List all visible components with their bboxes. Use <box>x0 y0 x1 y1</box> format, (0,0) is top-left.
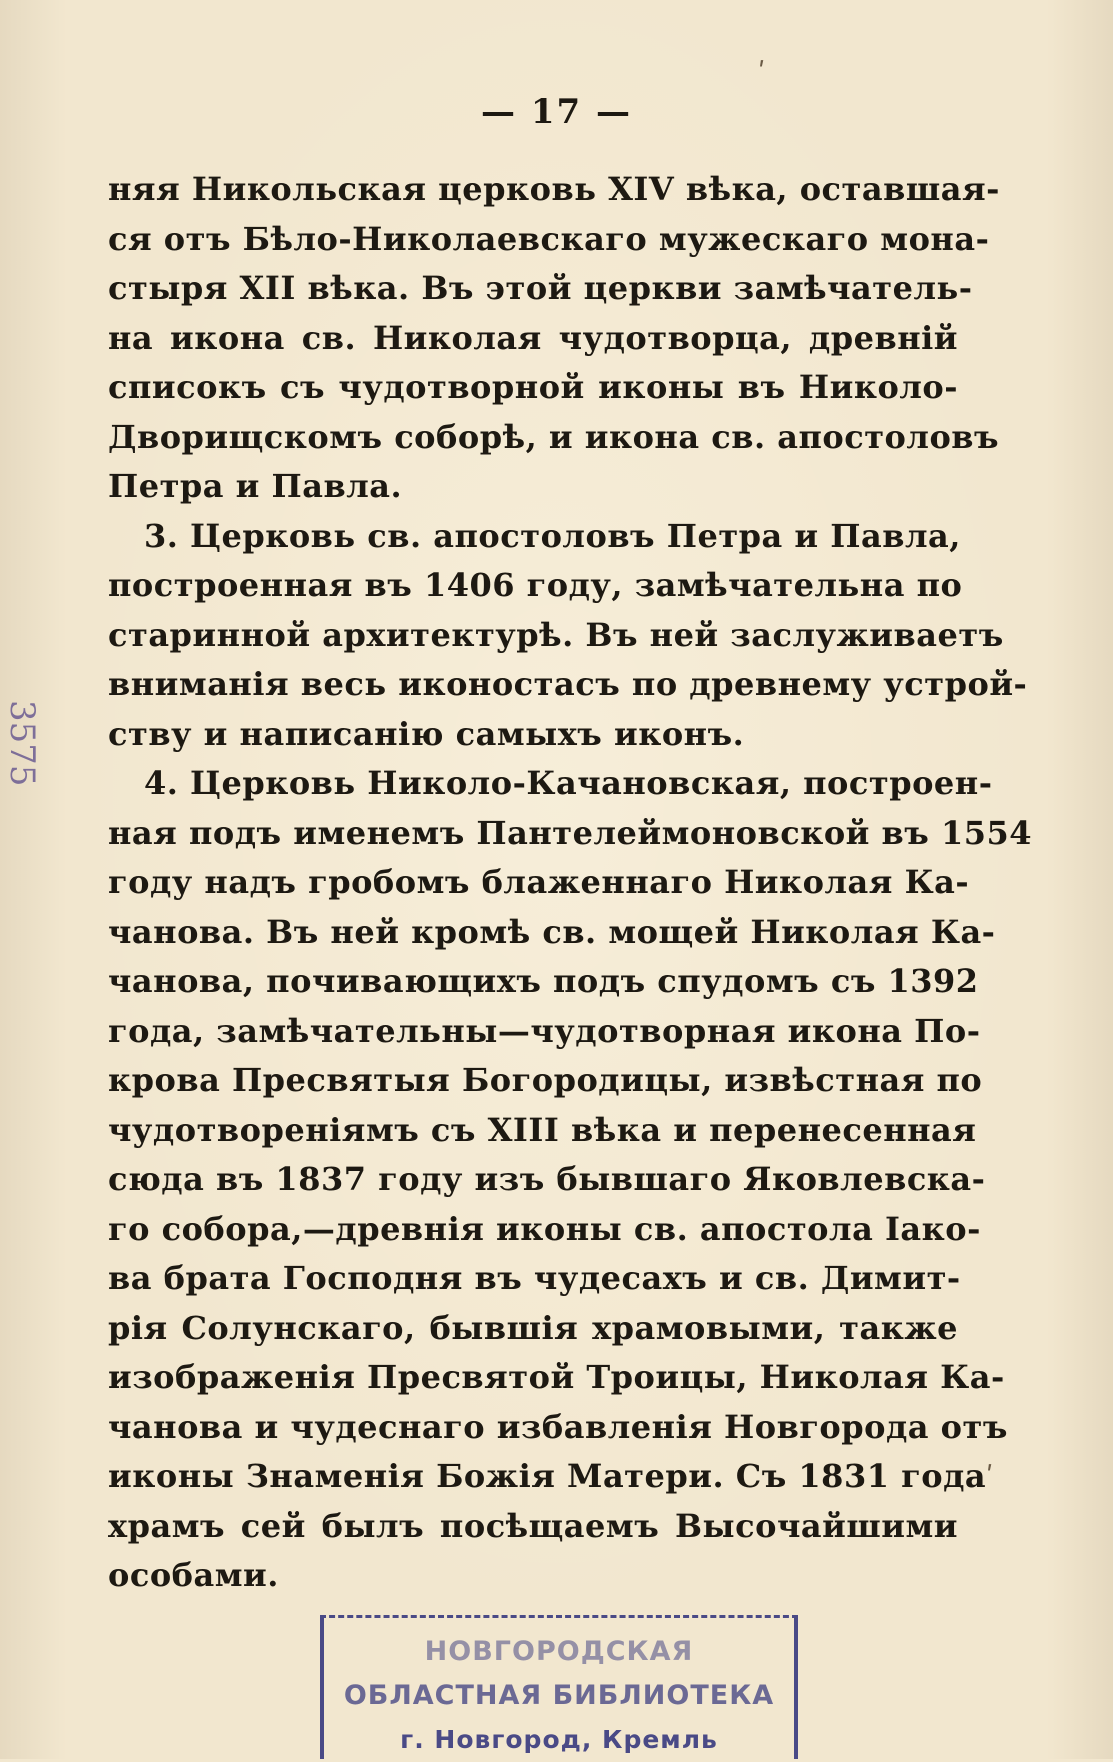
text-line: ству и написанію самыхъ иконъ. <box>108 714 745 753</box>
text-line: го собора,—древнія иконы св. апостола Іако- <box>108 1209 981 1248</box>
stamp-line: г. Новгород, Кремль <box>400 1725 718 1754</box>
text-line: чанова и чудеснаго избавленія Новгорода отъ <box>108 1407 1008 1446</box>
handwritten-margin-note: 3575 <box>2 700 42 787</box>
text-line: крова Пресвятыя Богородицы, извѣстная по <box>108 1061 983 1099</box>
text-line: году надъ гробомъ блаженнаго Николая Ка- <box>108 863 970 901</box>
library-stamp <box>320 1615 798 1759</box>
body-text <box>108 165 1033 1601</box>
page-number: — 17 — <box>481 92 632 132</box>
text-line: Петра и Павла. <box>108 467 403 505</box>
text-line: изображенія Пресвятой Троицы, Николая Ка- <box>108 1358 1005 1396</box>
text-line: няя Никольская церковь XIV вѣка, оставшая- <box>108 170 1000 208</box>
text-line: 4. Церковь Николо-Качановская, построен- <box>144 764 993 802</box>
text-line: ся отъ Бѣло-Николаевскаго мужескаго мона- <box>108 219 990 258</box>
text-line: вниманія весь иконостасъ по древнему устрой- <box>108 665 1028 703</box>
text-line: чудотвореніямъ съ XIII вѣка и перенесенная <box>108 1110 977 1149</box>
text-line: ва брата Господня въ чудесахъ и св. Димит- <box>108 1259 961 1297</box>
text-line: чанова, почивающихъ подъ спудомъ съ 1392 <box>108 962 979 1000</box>
text-line: храмъ сей былъ посѣщаемъ Высочайшими <box>108 1506 958 1545</box>
text-line: рія Солунскаго, бывшія храмовыми, также <box>108 1308 958 1347</box>
text-line: 3. Церковь св. апостоловъ Петра и Павла, <box>144 516 961 555</box>
text-line: на икона св. Николая чудотворца, древній <box>108 318 958 357</box>
text-line: построенная въ 1406 году, замѣчательна по <box>108 566 963 604</box>
text-line: чанова. Въ ней кромѣ св. мощей Николая Ка- <box>108 912 996 951</box>
text-line: сюда въ 1837 году изъ бывшаго Яковлевска- <box>108 1160 986 1198</box>
text-line: списокъ съ чудотворной иконы въ Николо- <box>108 368 958 406</box>
text-line: ная подъ именемъ Пантелеймоновской въ 1554 <box>108 813 1033 852</box>
paper-mark: ʹ <box>758 58 766 88</box>
text-line: иконы Знаменія Божія Матери. Съ 1831 года <box>108 1457 987 1495</box>
text-line: особами. <box>108 1556 279 1594</box>
stamp-line: ОБЛАСТНАЯ БИБЛИОТЕКА <box>343 1680 775 1711</box>
stamp-line: НОВГОРОДСКАЯ <box>424 1636 694 1667</box>
paper-mark: ʹ <box>986 1462 994 1492</box>
text-line: стыря XII вѣка. Въ этой церкви замѣчатель- <box>108 269 973 307</box>
text-line: старинной архитектурѣ. Въ ней заслуживаетъ <box>108 615 1004 654</box>
text-line: Дворищскомъ соборѣ, и икона св. апостоловъ <box>108 417 1000 456</box>
text-line: года, замѣчательны—чудотворная икона По- <box>108 1011 981 1050</box>
